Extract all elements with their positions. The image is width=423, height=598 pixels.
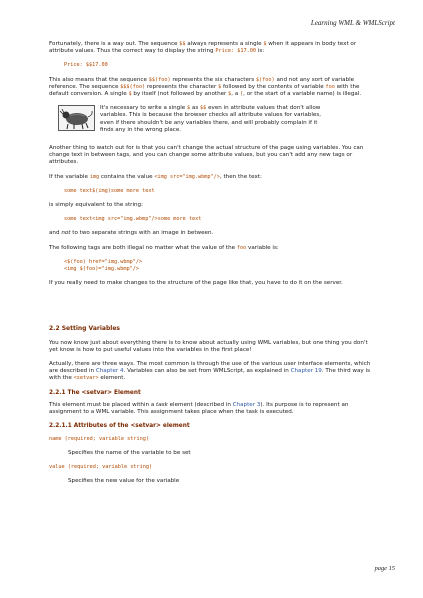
text: ). Its purpose is to represent an assignment to a WML variable. This assignment takes place when the task is executed. <box>49 401 349 416</box>
code-example: Price: $$17.00 <box>64 62 108 69</box>
text: If the variable <box>49 173 90 180</box>
note-text <box>100 105 328 134</box>
text: always represents a single <box>185 41 264 47</box>
text: and not any sort of variable reference. The sequence <box>49 76 355 90</box>
text: , then the text: <box>219 173 262 180</box>
text: , or the start of a variable name) is illegal. <box>243 91 362 98</box>
text: It's necessary to write a single <box>100 105 188 112</box>
code: img <box>89 173 100 180</box>
text: with the default conversion. A single <box>49 83 360 98</box>
chapter-link[interactable]: Chapter 19 <box>290 368 322 375</box>
emphasis: task <box>156 401 168 408</box>
code: $$ <box>179 41 186 47</box>
page-number: page 15 <box>374 565 395 572</box>
code: $ <box>187 105 191 112</box>
text: as <box>190 105 201 112</box>
code: $ <box>263 41 267 47</box>
code-example <box>64 259 377 273</box>
code: $$$(foo) <box>120 83 146 90</box>
text: contains the value <box>99 173 155 180</box>
code: <setvar> <box>73 375 99 382</box>
text: even in attribute values that don't allow variables. This is because the browser checks all attribute values for variables, even if there shouldn't be any variables there, and will probably complain if it finds any in the wrong place. <box>100 105 322 133</box>
page-body <box>49 41 377 492</box>
text: . Variables can also be set from WMLScript, as explained in <box>123 368 291 375</box>
attribute-definition: Specifies the name of the variable to be set <box>68 449 191 456</box>
text: represents the character <box>145 83 219 90</box>
paragraph: If you really need to make changes to the structure of the page like that, you have to do it on the server. <box>49 280 343 287</box>
chapter-link[interactable]: Chapter 4 <box>95 368 124 375</box>
code: ( <box>240 91 244 98</box>
paragraph <box>49 402 377 416</box>
code: foo <box>236 244 247 251</box>
subsection-heading: 2.2.1 The <setvar> Element <box>49 389 141 396</box>
text: followed by the contents of variable <box>221 83 326 90</box>
code: $ <box>228 91 232 98</box>
animal-illustration-icon <box>58 105 95 131</box>
code: $$ <box>200 105 207 112</box>
code-line: <$(foo) href="img.wbmp"/> <box>64 258 143 265</box>
code: $(foo) <box>255 76 275 83</box>
code-example: some text<img src="img.wbmp"/>some more text <box>64 216 202 223</box>
text: This element must be placed within a <box>49 401 157 408</box>
paragraph <box>49 41 377 55</box>
text: Fortunately, there is a way out. The sequence <box>49 41 180 47</box>
running-header: Learning WML & WMLScript <box>310 19 395 27</box>
text: and <box>49 230 62 237</box>
paragraph: is simply equivalent to the string: <box>49 202 143 209</box>
text: by itself (not followed by another <box>131 91 229 98</box>
text: to two separate strings with an image in between. <box>70 230 214 237</box>
paragraph: You now know just about everything there is to know about actually using WML variables, but one thing you don't yet know is how to put useful values into the variables in the first place! <box>49 339 368 353</box>
code: $ <box>218 83 222 90</box>
code: <img src="img.wbmp"/> <box>154 173 220 180</box>
paragraph <box>49 361 377 383</box>
chapter-link[interactable]: Chapter 3 <box>232 401 261 408</box>
paragraph <box>49 245 377 252</box>
text: , a <box>231 91 241 98</box>
text: This also means that the sequence <box>49 76 149 83</box>
subsubsection-heading: 2.2.1.1 Attributes of the <setvar> element <box>49 423 190 430</box>
text: represents the six characters <box>170 76 256 83</box>
text: . The third way is with the <box>49 368 370 382</box>
note-box <box>49 105 377 134</box>
paragraph <box>49 174 377 181</box>
attribute-definition: Specifies the new value for the variable <box>68 478 180 485</box>
paragraph <box>49 77 377 99</box>
code: $$(foo) <box>148 76 171 83</box>
code: $ <box>128 91 132 98</box>
code: Price: $17.00 <box>215 48 256 55</box>
code-line: <img $(foo)="img.wbmp"/> <box>64 266 139 273</box>
text: is: <box>255 48 265 55</box>
text: Actually, there are three ways. The most common is through the use of the various user interface elements, which are described in <box>49 361 371 375</box>
code: foo <box>325 83 335 90</box>
text: element. <box>98 375 126 382</box>
code-example: some text$(img)some more text <box>64 187 155 194</box>
section-heading: 2.2 Setting Variables <box>49 325 120 333</box>
text: variable is: <box>246 244 279 251</box>
text: when it appears in body text or attribute values. Thus the correct way to display the string <box>49 41 357 55</box>
text: element (described in <box>167 401 233 408</box>
attribute-term: value (required; variable string) <box>49 463 153 470</box>
emphasis: not <box>61 230 71 237</box>
text: The following tags are both illegal no matter what the value of the <box>49 244 237 251</box>
paragraph: Another thing to watch out for is that you can't change the actual structure of the page using variables. You can change text in between tags, and you can change some attribute values, but you can't add any new tags or attributes. <box>49 145 364 166</box>
attribute-term: name (required; variable string) <box>49 435 149 442</box>
paragraph <box>49 230 377 237</box>
